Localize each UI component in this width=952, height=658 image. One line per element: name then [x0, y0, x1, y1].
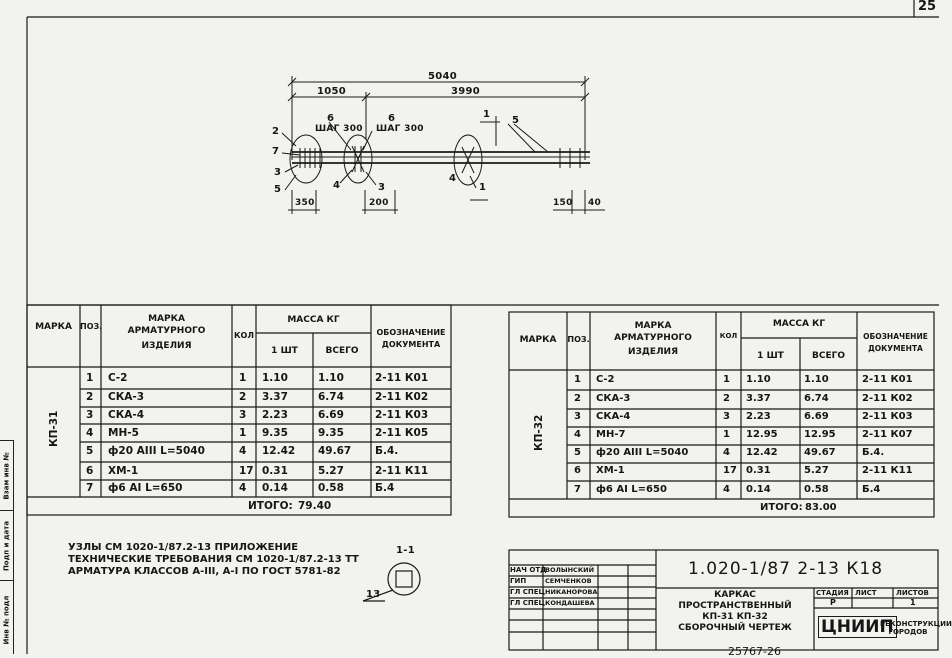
th-item-1-r: МАРКА	[634, 321, 672, 331]
side-stamp-3: Взам инв №	[2, 452, 11, 500]
sheet-label: ЛИСТ	[855, 589, 877, 597]
section-callout: 13	[366, 589, 381, 600]
th-item-1: МАРКА	[148, 314, 185, 324]
staff-name: КОНДАШЕВА	[545, 599, 595, 607]
pos-5-label: 5	[512, 115, 520, 126]
cell-mass-one: 1.10	[262, 372, 288, 384]
th-mark-r: МАРКА	[519, 335, 557, 345]
th-pos-r: ПОЗ.	[567, 335, 590, 344]
th-mass-total-r: ВСЕГО	[812, 351, 845, 361]
sheets-value: 1	[910, 598, 916, 607]
cell-qty: 4	[239, 482, 247, 494]
staff-name: НИКАНОРОВА	[545, 588, 598, 596]
cell-pos: 2	[574, 393, 581, 404]
th-mass-total: ВСЕГО	[325, 346, 359, 356]
cell-doc: 2-11 К01	[862, 374, 913, 385]
callout-6a-num: 6	[327, 113, 335, 124]
cell-qty: 4	[239, 445, 247, 457]
doc-title-1: КАРКАС	[714, 590, 756, 600]
section-1-1-drawing	[355, 555, 435, 610]
doc-title	[656, 590, 814, 634]
th-doc-2: ДОКУМЕНТА	[381, 340, 441, 349]
cell-item: ф20 АIII L=5040	[596, 447, 689, 458]
cell-item: СКА-3	[596, 393, 631, 404]
section-mark-top: 1	[483, 109, 491, 120]
staff-role: ГЛ СПЕЦ	[510, 588, 545, 596]
note-1: УЗЛЫ СМ 1020-1/87.2-13 ПРИЛОЖЕНИЕ	[68, 542, 299, 553]
cell-pos: 5	[86, 445, 94, 457]
cell-doc: 2-11 К11	[375, 465, 429, 477]
doc-code: 1.020-1/87 2-13 К18	[688, 559, 884, 579]
cell-doc: 2-11 К11	[862, 465, 913, 476]
pos-5-left-label: 5	[274, 184, 282, 195]
cell-pos: 4	[86, 427, 94, 439]
cell-qty: 3	[723, 411, 730, 422]
cell-doc: 2-11 К02	[862, 393, 913, 404]
th-qty: КОЛ	[234, 331, 254, 340]
table-left-total-label: ИТОГО:	[248, 500, 293, 512]
doc-title-3: КП-31 КП-32	[702, 612, 768, 622]
cell-mass-total: 0.58	[318, 482, 344, 494]
th-item-2-r: АРМАТУРНОГО	[614, 333, 692, 343]
cell-mass-total: 6.74	[318, 391, 344, 403]
cell-mass-one: 0.14	[262, 482, 288, 494]
cell-item: ф6 АI L=650	[108, 482, 183, 494]
cell-item: СКА-4	[108, 409, 145, 421]
dim-40: 40	[588, 198, 602, 208]
cell-item: ф20 АIII L=5040	[108, 445, 205, 457]
cell-doc: 2-11 К03	[862, 411, 913, 422]
cell-pos: 1	[86, 372, 94, 384]
cell-qty: 4	[723, 484, 730, 495]
cell-doc: 2-11 К03	[375, 409, 429, 421]
cell-mass-total: 9.35	[318, 427, 344, 439]
pos-4b-label: 4	[449, 173, 457, 184]
cell-pos: 2	[86, 391, 94, 403]
staff-name: ВОЛЫНСКИЙ	[545, 566, 595, 574]
callout-6b-text: ШАГ 300	[376, 124, 424, 134]
frame-drawing	[0, 0, 939, 305]
cell-pos: 6	[574, 465, 581, 476]
cell-qty: 4	[723, 447, 730, 458]
cell-doc: 2-11 К05	[375, 427, 429, 439]
cell-pos: 3	[86, 409, 94, 421]
cell-mass-total: 12.95	[804, 429, 836, 440]
th-item-3-r: ИЗДЕЛИЯ	[627, 347, 679, 357]
cell-mass-one: 0.31	[746, 465, 771, 476]
cell-mass-one: 1.10	[746, 374, 771, 385]
cell-item: ф6 АI L=650	[596, 484, 667, 495]
stage-value: Р	[830, 598, 836, 607]
note-2: ТЕХНИЧЕСКИЕ ТРЕБОВАНИЯ СМ 1020-1/87.2-13 ТТ	[68, 554, 359, 565]
cell-mass-one: 0.31	[262, 465, 288, 477]
cell-pos: 1	[574, 374, 581, 385]
th-mass-r: МАССА КГ	[772, 319, 826, 329]
cell-mass-one: 12.42	[746, 447, 778, 458]
cell-mass-total: 0.58	[804, 484, 829, 495]
dim-150: 150	[553, 198, 573, 208]
cell-mass-one: 2.23	[746, 411, 771, 422]
th-pos: ПОЗ.	[80, 322, 103, 331]
cell-mass-total: 49.67	[804, 447, 836, 458]
cell-item: С-2	[596, 374, 615, 385]
staff-role: ГЛ СПЕЦ	[510, 599, 545, 607]
cell-mass-one: 12.95	[746, 429, 778, 440]
table-left-total-value: 79.40	[298, 500, 332, 512]
cell-mass-total: 49.67	[318, 445, 352, 457]
cell-doc: 2-11 К07	[862, 429, 913, 440]
cell-qty: 1	[723, 374, 730, 385]
dim-200: 200	[369, 198, 389, 208]
th-mass-one-r: 1 ШТ	[757, 351, 784, 361]
cell-mass-total: 1.10	[804, 374, 829, 385]
cell-qty: 17	[239, 465, 254, 477]
th-item-3: ИЗДЕЛИЯ	[141, 341, 192, 351]
staff-role: НАЧ ОТД	[510, 566, 547, 574]
org-name	[880, 620, 952, 636]
cell-item: ХМ-1	[596, 465, 625, 476]
org-logo: ЦНИИП	[818, 616, 897, 638]
th-mass-one: 1 ШТ	[271, 346, 298, 356]
cell-mass-one: 9.35	[262, 427, 288, 439]
dim-left: 1050	[317, 86, 347, 97]
cell-qty: 1	[239, 372, 247, 384]
cell-pos: 5	[574, 447, 581, 458]
pos-4-label: 4	[333, 180, 341, 191]
side-stamp-2: Подп и дата	[2, 520, 11, 572]
bottom-number: 25767-26	[728, 645, 781, 658]
cell-doc: 2-11 К01	[375, 372, 429, 384]
cell-qty: 1	[239, 427, 247, 439]
cell-pos: 7	[574, 484, 581, 495]
cell-qty: 2	[723, 393, 730, 404]
th-doc-1-r: ОБОЗНАЧЕНИЕ	[863, 332, 928, 341]
pos-1-label: 1	[479, 182, 487, 193]
th-mark: МАРКА	[35, 322, 72, 332]
cell-item: СКА-4	[596, 411, 631, 422]
cell-doc: Б.4.	[862, 447, 885, 458]
cell-qty: 1	[723, 429, 730, 440]
cell-mass-total: 1.10	[318, 372, 344, 384]
callout-6a-text: ШАГ 300	[315, 124, 363, 134]
cell-qty: 17	[723, 465, 737, 476]
doc-title-4: СБОРОЧНЫЙ ЧЕРТЕЖ	[678, 623, 792, 633]
th-mass: МАССА КГ	[287, 315, 340, 325]
cell-mass-total: 5.27	[804, 465, 829, 476]
table-left-mark: КП-31	[48, 410, 60, 447]
cell-qty: 3	[239, 409, 247, 421]
pos-3-label: 3	[378, 182, 386, 193]
cell-doc: Б.4.	[375, 445, 399, 457]
table-right-total-value: 83.00	[805, 502, 837, 513]
callout-6b-num: 6	[388, 113, 396, 124]
org-name-2: ГОРОДОВ	[888, 628, 928, 636]
section-label: 1-1	[396, 545, 415, 556]
pos-7-label: 7	[272, 146, 280, 157]
pos-3-left-label: 3	[274, 167, 282, 178]
note-3: АРМАТУРА КЛАССОВ А-III, А-I ПО ГОСТ 5781-82	[68, 566, 341, 577]
doc-title-2: ПРОСТРАНСТВЕННЫЙ	[678, 601, 792, 611]
table-right-total-label: ИТОГО:	[760, 502, 803, 513]
dim-total: 5040	[428, 71, 458, 82]
cell-mass-total: 6.69	[318, 409, 344, 421]
cell-item: ХМ-1	[108, 465, 139, 477]
cell-doc: Б.4	[862, 484, 881, 495]
cell-mass-total: 5.27	[318, 465, 344, 477]
th-doc-1: ОБОЗНАЧЕНИЕ	[376, 328, 446, 337]
th-doc-2-r: ДОКУМЕНТА	[868, 344, 923, 353]
staff-role: ГИП	[510, 577, 527, 585]
cell-mass-one: 3.37	[262, 391, 288, 403]
cell-pos: 7	[86, 482, 94, 494]
notes-block	[68, 542, 359, 578]
cell-item: С-2	[108, 372, 128, 384]
cell-mass-total: 6.74	[804, 393, 829, 404]
org-name-1: РЕКОНСТРУКЦИИ	[880, 620, 952, 628]
th-item-2: АРМАТУРНОГО	[127, 326, 206, 336]
cell-item: СКА-3	[108, 391, 145, 403]
cell-mass-one: 12.42	[262, 445, 296, 457]
cell-qty: 2	[239, 391, 247, 403]
cell-pos: 6	[86, 465, 94, 477]
cell-pos: 4	[574, 429, 581, 440]
th-qty-r: КОЛ	[719, 332, 738, 340]
cell-pos: 3	[574, 411, 581, 422]
side-stamp-1: Инв № подл	[2, 595, 11, 645]
cell-doc: 2-11 К02	[375, 391, 429, 403]
staff-name: СЕМЧЕНКОВ	[545, 577, 592, 585]
cell-mass-one: 0.14	[746, 484, 771, 495]
dim-right: 3990	[451, 86, 481, 97]
dim-350: 350	[295, 198, 315, 208]
pos-2-label: 2	[272, 126, 280, 137]
stage-label: СТАДИЯ	[816, 589, 849, 597]
cell-item: МН-5	[108, 427, 139, 439]
cell-mass-one: 2.23	[262, 409, 288, 421]
table-right-mark: КП-32	[533, 414, 545, 451]
cell-mass-total: 6.69	[804, 411, 829, 422]
side-stamp	[0, 440, 14, 654]
cell-mass-one: 3.37	[746, 393, 771, 404]
cell-doc: Б.4	[375, 482, 395, 494]
page-number: 25	[918, 0, 937, 14]
sheets-label: ЛИСТОВ	[896, 589, 929, 597]
cell-item: МН-7	[596, 429, 626, 440]
